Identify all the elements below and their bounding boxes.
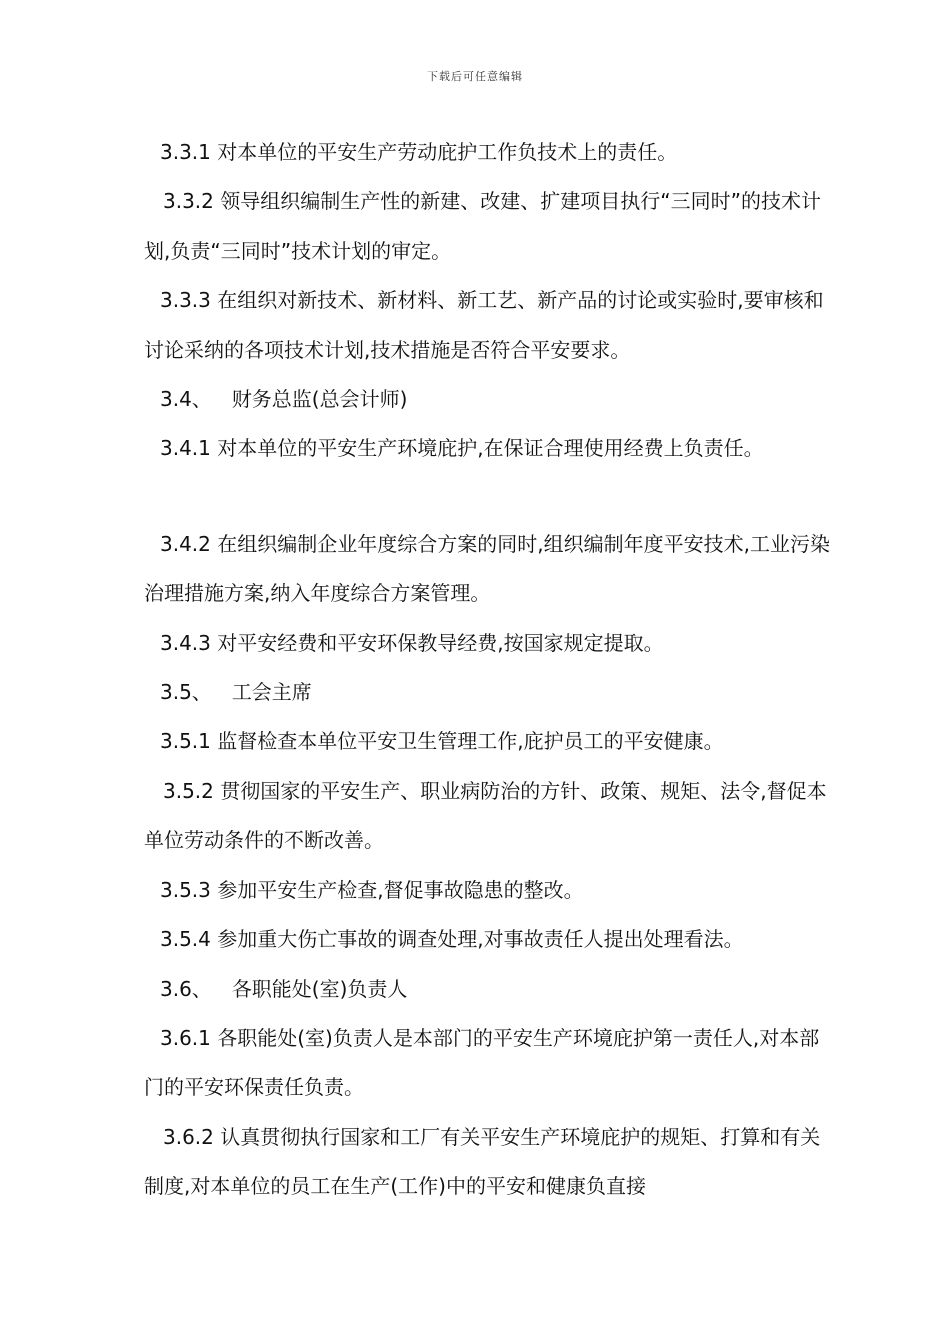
clause-number: 3.5.3 (160, 877, 211, 902)
clause-text: 在组织对新技术、新材料、新工艺、新产品的讨论或实验时,要审核和讨论采纳的各项技术计划,技术措施是否符合平安要求。 (144, 288, 824, 362)
section-number: 3.4、 (160, 387, 212, 412)
header-note: 下载后可任意编辑 (427, 70, 523, 83)
clause-text: 在组织编制企业年度综合方案的同时,组织编制年度平安技术,工业污染治理措施方案,纳入年度综合方案管理。 (144, 531, 830, 606)
clause-number: 3.4.1 (160, 436, 211, 461)
paragraph-3-3-2 (144, 177, 834, 276)
clause-number: 3.4.2 (160, 531, 211, 556)
clause-number: 3.5.1 (160, 729, 211, 754)
clause-number: 3.4.3 (160, 630, 211, 655)
clause-text: 参加重大伤亡事故的调查处理,对事故责任人提出处理看法。 (210, 927, 744, 952)
paragraph-3-5-4 (144, 915, 834, 964)
clause-number: 3.3.1 (160, 140, 211, 164)
section-title: 工会主席 (231, 680, 312, 705)
paragraph-3-6-2 (144, 1113, 834, 1212)
paragraph-3-4-3 (144, 619, 834, 668)
section-number: 3.6、 (160, 976, 212, 1001)
clause-text: 参加平安生产检查,督促事故隐患的整改。 (210, 877, 584, 902)
clause-number: 3.5.2 (163, 778, 214, 803)
paragraph-3-5-1 (144, 717, 834, 766)
section-title: 各职能处(室)负责人 (231, 976, 408, 1001)
blank-line (144, 474, 834, 520)
clause-text: 对本单位的平安生产劳动庇护工作负技术上的责任。 (210, 140, 678, 164)
section-title: 财务总监(总会计师) (231, 387, 408, 412)
paragraph-3-5-2 (144, 767, 834, 866)
clause-number: 3.6.1 (160, 1025, 211, 1050)
clause-text: 贯彻国家的平安生产、职业病防治的方针、政策、规矩、法令,督促本单位劳动条件的不断改善。 (144, 778, 827, 853)
section-heading-3-4 (144, 375, 834, 424)
paragraph-3-3-1 (144, 128, 834, 177)
document-body (144, 128, 834, 1212)
clause-number: 3.3.2 (163, 189, 214, 214)
paragraph-3-3-3 (144, 276, 834, 375)
clause-text: 对平安经费和平安环保教导经费,按国家规定提取。 (210, 630, 664, 655)
clause-text: 领导组织编制生产性的新建、改建、扩建项目执行“三同时”的技术计划,负责“三同时”技术计划的审定。 (144, 189, 821, 263)
paragraph-3-4-2 (144, 520, 834, 619)
paragraph-3-5-3 (144, 866, 834, 915)
clause-text: 监督检查本单位平安卫生管理工作,庇护员工的平安健康。 (210, 729, 724, 754)
paragraph-3-4-1 (144, 424, 834, 473)
clause-number: 3.3.3 (160, 288, 211, 313)
clause-number: 3.5.4 (160, 927, 211, 952)
section-number: 3.5、 (160, 680, 212, 705)
section-heading-3-5 (144, 668, 834, 717)
clause-text: 各职能处(室)负责人是本部门的平安生产环境庇护第一责任人,对本部门的平安环保责任负责。 (144, 1025, 820, 1100)
clause-text: 对本单位的平安生产环境庇护,在保证合理使用经费上负责任。 (210, 436, 764, 461)
section-heading-3-6 (144, 965, 834, 1014)
clause-text: 认真贯彻执行国家和工厂有关平安生产环境庇护的规矩、打算和有关制度,对本单位的员工在生产(工作)中的平安和健康负直接 (144, 1124, 821, 1199)
clause-number: 3.6.2 (163, 1124, 214, 1149)
paragraph-3-6-1 (144, 1014, 834, 1113)
